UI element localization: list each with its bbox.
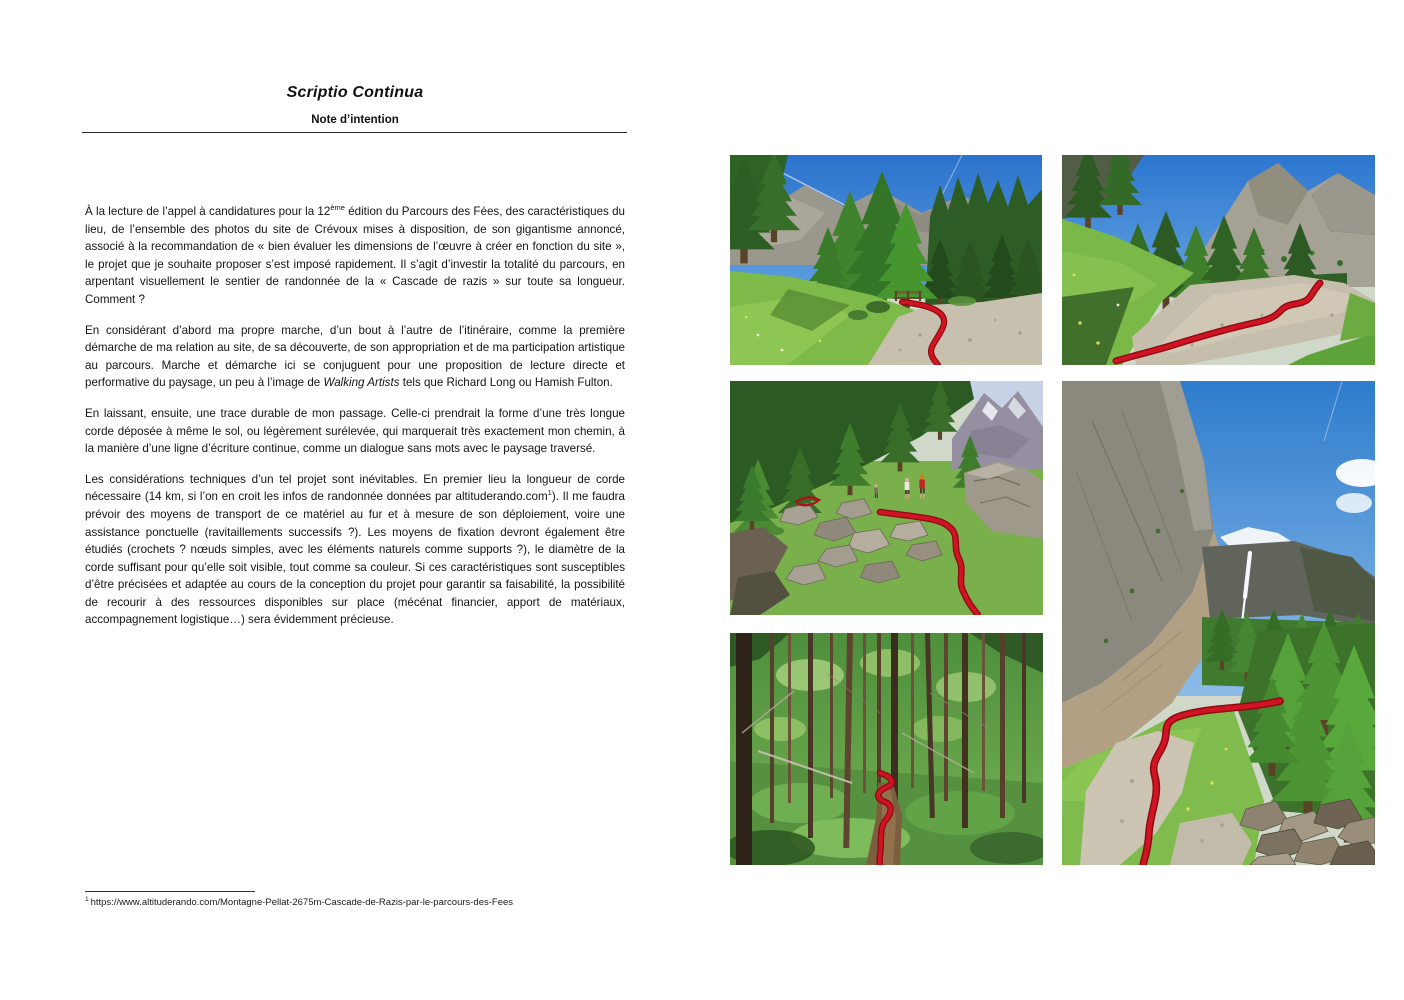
- body-text-column: [85, 203, 625, 642]
- paragraph-marche: En considérant d’abord ma propre marche, d’un bout à l’autre de l’itinéraire, comme la première démarche de ma relation au site, de sa découverte, de son appropriation et de ma participation artistique au parcours. Marche et démarche ici se conjuguent pour une proposition de lecture directe et performative du paysage, un peu à l’image de Walking Artists tels que Richard Long ou Hamish Fulton.: [85, 323, 625, 390]
- header-rule: [82, 132, 627, 133]
- photo-waterfall-valley: [1062, 381, 1375, 865]
- document-title: Scriptio Continua: [286, 84, 424, 101]
- footnote-marker: 1: [85, 895, 89, 903]
- footnote-rule: [85, 891, 255, 892]
- paragraph-intro: À la lecture de l’appel à candidatures pour la 12ème édition du Parcours des Fées, des caractéristiques du lieu, de l’ensemble des photos du site de Crévoux mises à disposition, de son gigantisme annoncé, associé à la recommandation de « bien évaluer les dimensions de l’œuvre à créer en fonction du site », le projet que je souhaite proposer s’est imposé rapidement. Il s’agit d’investir la totalité du parcours, en arpentant visuellement le sentier de randonnée de la « Cascade de razis » sur toute sa longueur. Comment ?: [85, 203, 625, 306]
- footnote: [85, 897, 645, 908]
- photo-valley-dirt-road: [1062, 155, 1375, 365]
- paragraph-trace: En laissant, ensuite, une trace durable de mon passage. Celle-ci prendrait la forme d’une très longue corde déposée à même le sol, ou légèrement surélevée, qui marquerait très exactement mon chemin, à la manière d’une ligne d’écriture continue, comme un dialogue sans mots avec le paysage traversé.: [85, 406, 625, 456]
- document-subtitle: Note d’intention: [311, 114, 399, 126]
- paragraph-technique: Les considérations techniques d’un tel projet sont inévitables. En premier lieu la longueur de corde nécessaire (14 km, si l’on en croit les infos de randonnée données par altituderando.com$^1$). Il me faudra prévoir des moyens de transport de ce matériel au fur et à mesure de son déploiement, voire une assistance ponctuelle (ravitaillements successifs ?). Les moyens de fixation devront également être étudiés (crochets ? nœuds simples, avec les éléments naturels comme supports ?), le diamètre de la corde suffisant pour qu’elle soit visible, tout comme sa couleur. Si ces caractéristiques sont susceptibles d’être précisées et adaptée au cours de la conception du projet pour garantir sa faisabilité, la possibilité de recourir à des ressources disponibles sur place (mécénat financier, apport de matériaux, accompagnement logistique…) sera évidemment précieuse.: [85, 472, 625, 627]
- footnote-url[interactable]: https://www.altituderando.com/Montagne-Pellat-2675m-Cascade-de-Razis-par-le-parcours-des-Fees: [90, 897, 514, 908]
- photo-rocky-trail-hikers: [730, 381, 1043, 615]
- photo-valley-bridge: [730, 155, 1042, 365]
- photo-forest-trail: [730, 633, 1043, 865]
